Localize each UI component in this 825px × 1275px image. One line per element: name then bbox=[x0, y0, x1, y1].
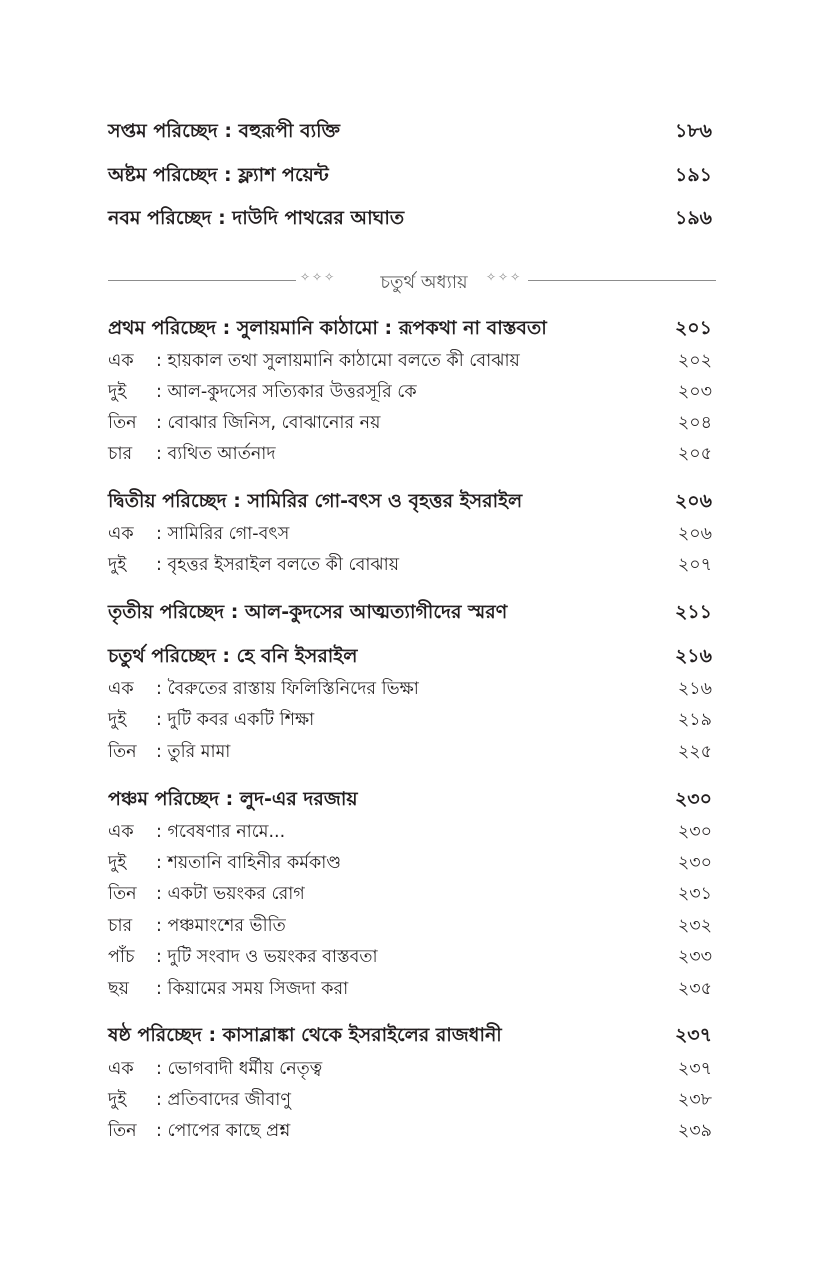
section-title: চতুর্থ অধ্যায় bbox=[380, 272, 468, 293]
chapter-title: তৃতীয় পরিচ্ছেদ : আল-কুদসের আত্মত্যাগীদের স্মরণ bbox=[108, 601, 508, 623]
sub-page: ২৩৯ bbox=[677, 1120, 712, 1141]
toc-sub-row bbox=[108, 1117, 712, 1147]
sub-title: : ভোগবাদী ধর্মীয় নেতৃত্ব bbox=[156, 1058, 323, 1079]
chapter-title: অষ্টম পরিচ্ছেদ : ফ্ল্যাশ পয়েন্ট bbox=[108, 164, 329, 186]
sub-title: : আল-কুদসের সত্যিকার উত্তরসূরি কে bbox=[156, 381, 417, 402]
chapter-page: ২০৬ bbox=[674, 490, 712, 512]
chapter-title: প্রথম পরিচ্ছেদ : সুলায়মানি কাঠামো : রূপকথা না বাস্তবতা bbox=[108, 317, 547, 339]
toc-chapter-row bbox=[108, 162, 712, 192]
sub-page: ২১৯ bbox=[677, 709, 712, 730]
sub-page: ২০৪ bbox=[677, 412, 712, 433]
sub-title: : তুরি মামা bbox=[156, 741, 231, 762]
toc-chapter-row bbox=[108, 315, 712, 345]
toc-chapter-row bbox=[108, 205, 712, 235]
sub-page: ২৩২ bbox=[677, 915, 712, 936]
toc-sub-row bbox=[108, 409, 712, 439]
sub-label: দুই bbox=[108, 554, 127, 575]
toc-sub-row bbox=[108, 818, 712, 848]
toc-chapter-row bbox=[108, 599, 712, 629]
section-divider bbox=[108, 266, 716, 296]
sub-label: তিন bbox=[108, 741, 137, 762]
toc-chapter-row bbox=[108, 643, 712, 673]
toc-sub-row bbox=[108, 880, 712, 910]
sub-title: : বোঝার জিনিস, বোঝানোর নয় bbox=[156, 412, 381, 433]
chapter-page: ১৮৬ bbox=[674, 120, 712, 142]
sub-page: ২৩০ bbox=[677, 821, 712, 842]
sub-page: ২৩৩ bbox=[677, 946, 712, 967]
sub-page: ২১৬ bbox=[677, 678, 712, 699]
sub-title: : ব্যথিত আর্তনাদ bbox=[156, 443, 276, 464]
chapter-title: চতুর্থ পরিচ্ছেদ : হে বনি ইসরাইল bbox=[108, 645, 358, 667]
divider-line-left bbox=[108, 280, 296, 281]
chapter-page: ২৩০ bbox=[674, 788, 712, 810]
sub-label: এক bbox=[108, 678, 134, 699]
toc-sub-row bbox=[108, 1086, 712, 1116]
ornament-icon: ✧✧✧ bbox=[486, 270, 523, 284]
toc-sub-row bbox=[108, 738, 712, 768]
chapter-title: পঞ্চম পরিচ্ছেদ : লুদ-এর দরজায় bbox=[108, 788, 358, 810]
sub-page: ২০৫ bbox=[677, 443, 712, 464]
chapter-page: ২১৬ bbox=[674, 645, 712, 667]
sub-page: ২৩৭ bbox=[677, 1058, 712, 1079]
sub-label: দুই bbox=[108, 709, 127, 730]
sub-page: ২০৬ bbox=[677, 523, 712, 544]
chapter-page: ২৩৭ bbox=[674, 1024, 712, 1046]
toc-sub-row bbox=[108, 975, 712, 1005]
sub-title: : একটা ভয়ংকর রোগ bbox=[156, 883, 305, 904]
sub-page: ২০২ bbox=[677, 350, 712, 371]
chapter-title: নবম পরিচ্ছেদ : দাউদি পাথরের আঘাত bbox=[108, 207, 405, 229]
sub-title: : শয়তানি বাহিনীর কর্মকাণ্ড bbox=[156, 852, 342, 873]
sub-title: : বৈরুতের রাস্তায় ফিলিস্তিনিদের ভিক্ষা bbox=[156, 678, 419, 699]
sub-label: তিন bbox=[108, 412, 137, 433]
toc-sub-row bbox=[108, 378, 712, 408]
toc-sub-row bbox=[108, 1055, 712, 1085]
toc-chapter-row bbox=[108, 488, 712, 518]
toc-sub-row bbox=[108, 551, 712, 581]
sub-label: এক bbox=[108, 1058, 134, 1079]
sub-title: : বৃহত্তর ইসরাইল বলতে কী বোঝায় bbox=[156, 554, 400, 575]
toc-sub-row bbox=[108, 943, 712, 973]
chapter-page: ১৯৬ bbox=[674, 207, 712, 229]
toc-chapter-row bbox=[108, 1022, 712, 1052]
sub-label: পাঁচ bbox=[108, 946, 135, 967]
sub-label: দুই bbox=[108, 852, 127, 873]
chapter-title: সপ্তম পরিচ্ছেদ : বহুরূপী ব্যক্তি bbox=[108, 120, 341, 142]
toc-sub-row bbox=[108, 912, 712, 942]
sub-title: : হায়কাল তথা সুলায়মানি কাঠামো বলতে কী বোঝায় bbox=[156, 350, 520, 371]
chapter-page: ২১১ bbox=[674, 601, 712, 623]
toc-sub-row bbox=[108, 347, 712, 377]
sub-label: দুই bbox=[108, 1089, 127, 1110]
toc-chapter-row bbox=[108, 118, 712, 148]
sub-title: : সামিরির গো-বৎস bbox=[156, 523, 290, 544]
sub-label: তিন bbox=[108, 883, 137, 904]
sub-label: ছয় bbox=[108, 978, 129, 999]
toc-sub-row bbox=[108, 675, 712, 705]
sub-title: : দুটি সংবাদ ও ভয়ংকর বাস্তবতা bbox=[156, 946, 378, 967]
sub-title: : দুটি কবর একটি শিক্ষা bbox=[156, 709, 315, 730]
chapter-title: দ্বিতীয় পরিচ্ছেদ : সামিরির গো-বৎস ও বৃহত্তর ইসরাইল bbox=[108, 490, 523, 512]
sub-label: তিন bbox=[108, 1120, 137, 1141]
sub-title: : কিয়ামের সময় সিজদা করা bbox=[156, 978, 349, 999]
ornament-icon: ✧✧✧ bbox=[300, 270, 337, 284]
sub-title: : পোপের কাছে প্রশ্ন bbox=[156, 1120, 291, 1141]
sub-label: এক bbox=[108, 523, 134, 544]
chapter-page: ১৯১ bbox=[675, 164, 712, 186]
sub-title: : প্রতিবাদের জীবাণু bbox=[156, 1089, 291, 1110]
sub-label: চার bbox=[108, 443, 133, 464]
sub-title: : গবেষণার নামে... bbox=[156, 821, 286, 842]
sub-label: এক bbox=[108, 821, 134, 842]
divider-line-right bbox=[528, 280, 716, 281]
chapter-page: ২০১ bbox=[674, 317, 712, 339]
toc-sub-row bbox=[108, 706, 712, 736]
toc-sub-row bbox=[108, 520, 712, 550]
sub-page: ২২৫ bbox=[677, 741, 712, 762]
sub-page: ২০৭ bbox=[677, 554, 712, 575]
sub-label: এক bbox=[108, 350, 134, 371]
sub-page: ২৩০ bbox=[677, 852, 712, 873]
toc-sub-row bbox=[108, 849, 712, 879]
sub-label: দুই bbox=[108, 381, 127, 402]
sub-page: ২৩১ bbox=[677, 883, 712, 904]
chapter-title: ষষ্ঠ পরিচ্ছেদ : কাসাব্লাঙ্কা থেকে ইসরাইলের রাজধানী bbox=[108, 1024, 502, 1046]
sub-title: : পঞ্চমাংশের ভীতি bbox=[156, 915, 286, 936]
sub-label: চার bbox=[108, 915, 133, 936]
sub-page: ২৩৫ bbox=[677, 978, 712, 999]
toc-chapter-row bbox=[108, 786, 712, 816]
sub-page: ২৩৮ bbox=[677, 1089, 712, 1110]
sub-page: ২০৩ bbox=[677, 381, 712, 402]
toc-sub-row bbox=[108, 440, 712, 470]
